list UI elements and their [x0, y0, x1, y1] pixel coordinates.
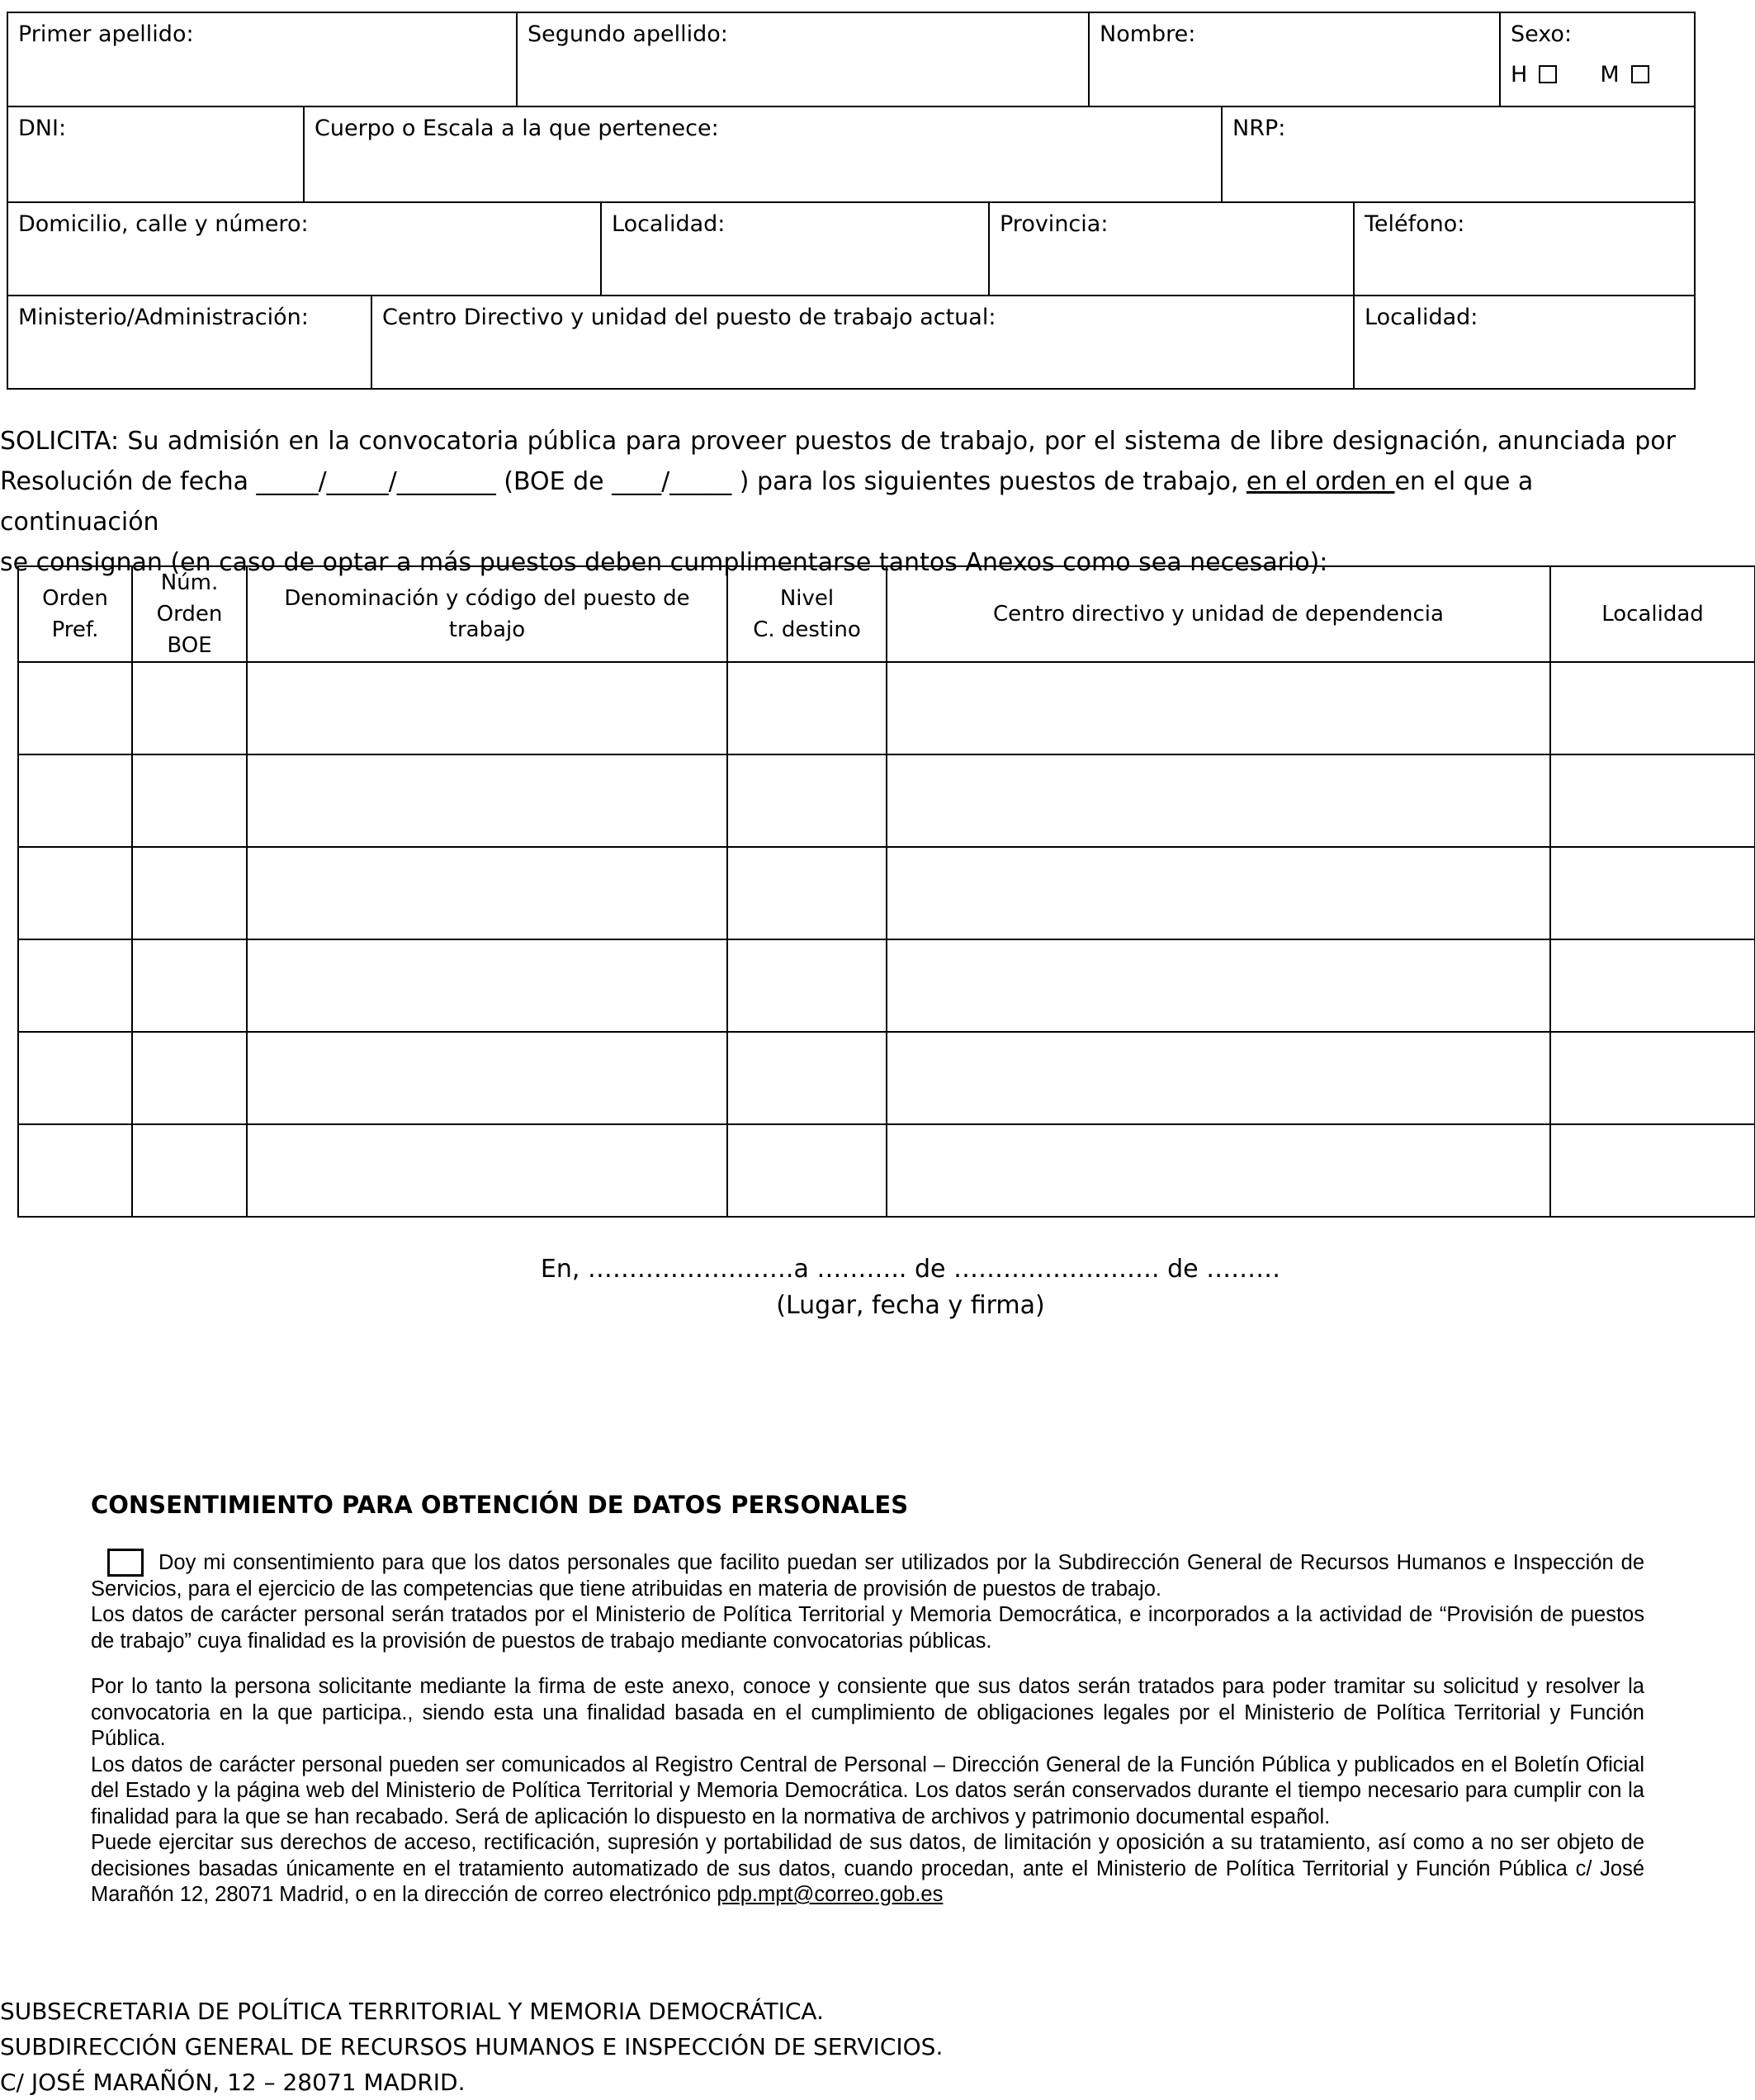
puestos-table [17, 565, 1755, 1218]
domicilio-label: Domicilio, calle y número: [18, 211, 309, 237]
primer-apellido-field[interactable] [8, 13, 518, 106]
table-row [18, 1032, 1755, 1124]
table-row [18, 1124, 1755, 1217]
domicilio-field[interactable] [8, 203, 602, 295]
cuerpo-label: Cuerpo o Escala a la que pertenece: [315, 116, 719, 141]
telefono-field[interactable] [1355, 203, 1696, 295]
consent-paragraph-2: Los datos de carácter personal serán tratados por el Ministerio de Política Territorial y Memoria Democrática, e incorporados a la actividad de “Provisión de puestos de trabajo” cuya finalidad es la provisión de puestos de trabajo mediante convocatorias públicas. [91, 1603, 1644, 1653]
footer-line-3: C/ JOSÉ MARAÑÓN, 12 – 28071 MADRID. [0, 2069, 466, 2096]
solicita-line-2 [0, 461, 1676, 542]
cell-input[interactable] [727, 1124, 887, 1217]
cell-input[interactable] [18, 1124, 132, 1217]
provincia-field[interactable] [990, 203, 1355, 295]
solicita-line-2-b: en el que a continuación [0, 467, 1534, 537]
consent-text [91, 1550, 1644, 1908]
personal-data-grid [7, 12, 1696, 390]
cell-input[interactable] [132, 1124, 247, 1217]
cuerpo-field[interactable] [305, 107, 1223, 201]
dni-field[interactable] [8, 107, 305, 201]
cell-input[interactable] [727, 939, 887, 1032]
centro-directivo-label: Centro Directivo y unidad del puesto de trabajo actual: [382, 305, 996, 330]
cell-input[interactable] [247, 1032, 727, 1124]
col-num-line-1: Núm. [160, 570, 219, 595]
cell-input[interactable] [18, 847, 132, 939]
cell-input[interactable] [18, 662, 132, 754]
col-orden-pref-line-2: Pref. [51, 617, 99, 642]
cell-input[interactable] [132, 1032, 247, 1124]
sexo-h-label: H [1511, 62, 1528, 88]
col-denominacion-line-1: Denominación y código del puesto de [284, 586, 690, 611]
row-domicilio [8, 203, 1694, 296]
sexo-m-label: M [1600, 62, 1620, 88]
cell-input[interactable] [1550, 1124, 1755, 1217]
cell-input[interactable] [887, 754, 1550, 847]
table-row [18, 847, 1755, 939]
consent-paragraph-3: Por lo tanto la persona solicitante mediante la firma de este anexo, conoce y consiente que sus datos serán tratados para poder tramitar su solicitud y resolver la convocatoria en la que participa., siendo esta una finalidad basada en el cumplimiento de obligaciones legales por el Ministerio de Política Territorial y Función Pública. [91, 1675, 1644, 1750]
cell-input[interactable] [727, 1032, 887, 1124]
solicita-line-3: se consignan (en caso de optar a más puestos deben cumplimentarse tantos Anexos como sea necesario): [0, 548, 1328, 577]
sexo-h-checkbox[interactable] [1539, 65, 1557, 83]
cell-input[interactable] [727, 847, 887, 939]
telefono-label: Teléfono: [1365, 211, 1465, 237]
cell-input[interactable] [1550, 847, 1755, 939]
cell-input[interactable] [18, 939, 132, 1032]
nombre-field[interactable] [1090, 13, 1501, 106]
col-num-orden-boe [132, 566, 247, 662]
cell-input[interactable] [727, 754, 887, 847]
signature-caption: (Lugar, fecha y firma) [776, 1291, 1045, 1320]
sexo-label: Sexo: [1511, 21, 1573, 47]
cell-input[interactable] [132, 939, 247, 1032]
primer-apellido-label: Primer apellido: [18, 21, 194, 47]
cell-input[interactable] [887, 939, 1550, 1032]
footer-line-2: SUBDIRECCIÓN GENERAL DE RECURSOS HUMANOS E INSPECCIÓN DE SERVICIOS. [0, 2033, 944, 2060]
consent-title: CONSENTIMIENTO PARA OBTENCIÓN DE DATOS PERSONALES [91, 1491, 909, 1519]
segundo-apellido-label: Segundo apellido: [527, 21, 728, 47]
consent-paragraph-1: Doy mi consentimiento para que los datos personales que facilito puedan ser utilizados por la Subdirección General de Recursos Humanos e Inspección de Servicios, para el ejercicio de las competencias que tiene atribuidas en materia de provisión de puestos de trabajo. [91, 1551, 1644, 1601]
cell-input[interactable] [247, 754, 727, 847]
centro-directivo-field[interactable] [372, 296, 1355, 390]
col-num-line-2: Orden [156, 602, 223, 627]
col-nivel-line-1: Nivel [779, 586, 835, 611]
footer-line-1: SUBSECRETARIA DE POLÍTICA TERRITORIAL Y MEMORIA DEMOCRÁTICA. [0, 1998, 824, 2025]
solicita-line-2-a: Resolución de fecha _____/_____/________ (BOE de ____/_____ ) para los siguientes puestos de trabajo, [0, 467, 1246, 496]
solicita-line-1: SOLICITA: Su admisión en la convocatoria pública para proveer puestos de trabajo, por el sistema de libre designación, anunciada por [0, 427, 1676, 456]
cell-input[interactable] [1550, 662, 1755, 754]
cell-input[interactable] [1550, 754, 1755, 847]
col-orden-pref [18, 566, 132, 662]
segundo-apellido-field[interactable] [518, 13, 1090, 106]
col-orden-pref-line-1: Orden [42, 586, 108, 611]
col-nivel [727, 566, 887, 662]
col-localidad: Localidad [1550, 566, 1755, 662]
localidad-label: Localidad: [612, 211, 726, 237]
nombre-label: Nombre: [1100, 21, 1196, 47]
cell-input[interactable] [727, 662, 887, 754]
table-row [18, 754, 1755, 847]
col-centro-directivo: Centro directivo y unidad de dependencia [887, 566, 1550, 662]
cell-input[interactable] [1550, 939, 1755, 1032]
cell-input[interactable] [132, 847, 247, 939]
localidad-actual-label: Localidad: [1365, 305, 1478, 330]
cell-input[interactable] [247, 847, 727, 939]
row-dni [8, 107, 1694, 203]
cell-input[interactable] [887, 1032, 1550, 1124]
consent-paragraph-5-text: Puede ejercitar sus derechos de acceso, rectificación, supresión y portabilidad de sus datos, de limitación y oposición a su tratamiento, así como a no ser objeto de decisiones basadas únicamente en el tratamiento automatizado de sus datos, cuando procedan, ante el Ministerio de Política Territorial y Función Pública c/ José Marañón 12, 28071 Madrid, o en la dirección de correo electrónico [91, 1831, 1644, 1906]
cell-input[interactable] [247, 662, 727, 754]
nrp-label: NRP: [1232, 116, 1286, 141]
cell-input[interactable] [18, 754, 132, 847]
cell-input[interactable] [132, 662, 247, 754]
sexo-options [1511, 60, 1649, 90]
cell-input[interactable] [887, 662, 1550, 754]
consent-paragraph-4: Los datos de carácter personal pueden ser comunicados al Registro Central de Personal – Dirección General de la Función Pública y publicados en el Boletín Oficial del Estado y la página web del Ministerio de Política Territorial y Memoria Democrática. Los datos serán conservados durante el tiempo necesario para cumplir con la finalidad para la que se han recabado. Será de aplicación lo dispuesto en la normativa de archivos y patrimonio documental español. [91, 1752, 1644, 1828]
table-row [18, 939, 1755, 1032]
signature-line[interactable]: En, …………………….a ……….. de ……………………. de ……… [540, 1255, 1281, 1284]
cell-input[interactable] [887, 847, 1550, 939]
row-ministerio [8, 296, 1694, 390]
col-denominacion [247, 566, 727, 662]
localidad-actual-field[interactable] [1355, 296, 1696, 390]
footer-address [0, 1994, 943, 2100]
cell-input[interactable] [247, 1124, 727, 1217]
sexo-field [1501, 13, 1696, 106]
cell-input[interactable] [247, 939, 727, 1032]
cell-input[interactable] [1550, 1032, 1755, 1124]
sexo-m-checkbox[interactable] [1631, 65, 1649, 83]
provincia-label: Provincia: [1000, 211, 1109, 237]
consent-paragraph-5 [91, 1830, 1644, 1908]
col-denominacion-line-2: trabajo [448, 617, 526, 642]
ministerio-field[interactable] [8, 296, 372, 390]
table-header-row [18, 566, 1755, 662]
row-names [8, 13, 1694, 107]
table-row [18, 662, 1755, 754]
dni-label: DNI: [18, 116, 67, 141]
contact-email-link[interactable]: pdp.mpt@correo.gob.es [717, 1883, 944, 1906]
cell-input[interactable] [18, 1032, 132, 1124]
col-nivel-line-2: C. destino [753, 617, 861, 642]
localidad-field[interactable] [602, 203, 990, 295]
nrp-field[interactable] [1223, 107, 1696, 201]
cell-input[interactable] [132, 754, 247, 847]
solicita-paragraph [0, 421, 1676, 583]
ministerio-label: Ministerio/Administración: [18, 305, 309, 330]
cell-input[interactable] [887, 1124, 1550, 1217]
solicita-line-2-underlined: en el orden [1246, 467, 1395, 496]
col-num-line-3: BOE [167, 633, 212, 658]
